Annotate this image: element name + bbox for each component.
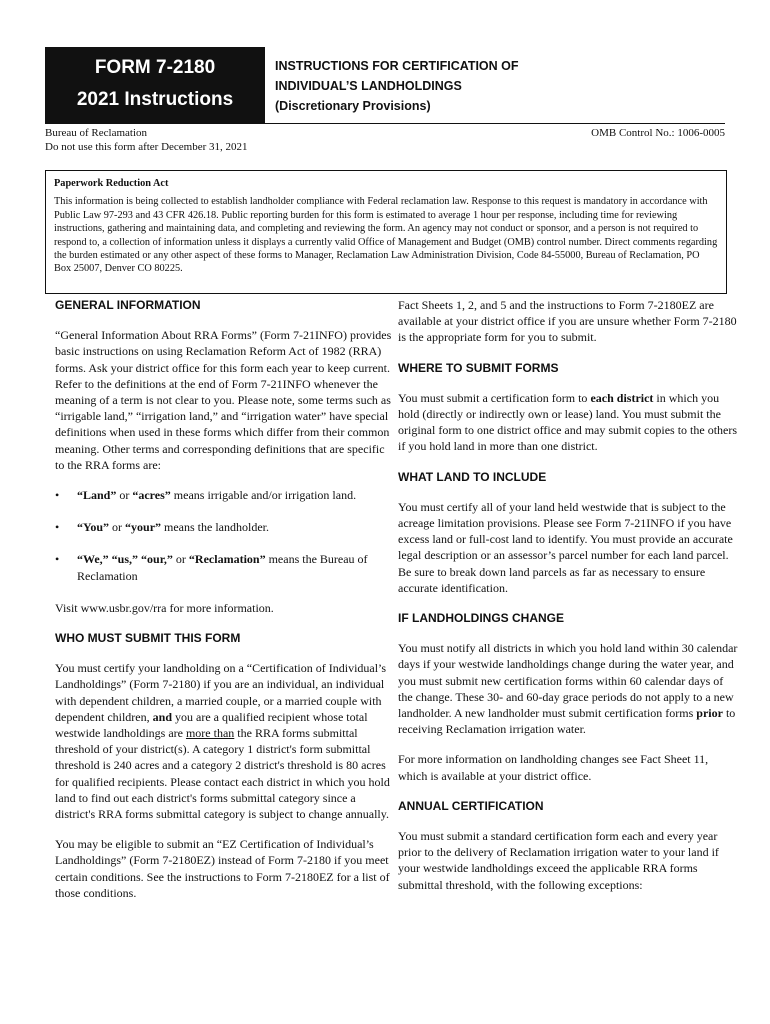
change-more-info: For more information on landholding changes see Fact Sheet 11, which is available at your district office. [398,752,709,783]
bullet-glyph: • [55,552,60,567]
who-must-submit-heading: WHO MUST SUBMIT THIS FORM [55,631,241,646]
bureau-name: Bureau of Reclamation [45,127,148,139]
omb-control-number: OMB Control No.: 1006-0005 [591,127,725,139]
general-information-heading: GENERAL INFORMATION [55,298,201,312]
general-intro: “General Information About RRA Forms” (Form 7-21INFO) provides basic instructions on using Reclamation Reform Act of 1982 (RRA) forms. Ask your district office for this form each year to keep current. Refer to the definitions at the end of Form 7-21INFO whenever the meaning of a term is not clear to you. Please note, some terms such as “irrigable land,” “irrigation land,” and “irrigation water” have special definitions when used in these forms which differ from their common meaning. Other terms and corresponding definitions that are specific to the RRA forms are: [55,328,392,472]
bullet-glyph: • [55,488,60,503]
definitions-list [55,487,395,584]
form-number: FORM 7-2180 [94,57,216,78]
title-line-3: (Discretionary Provisions) [275,99,431,113]
where-to-submit-heading: WHERE TO SUBMIT FORMS [398,360,559,375]
change-paragraph: You must notify all districts in which you hold land within 30 calendar days if your westwide landholdings change during the water year, and you must submit new certification forms within 60 calendar days of the change. These 30- and 60-day grace periods do not apply to a new landholder. A new landholder must submit certification forms prior to receiving Reclamation irrigation water. [398,641,738,737]
form-year: 2021 Instructions [76,89,234,110]
visit-website: Visit www.usbr.gov/rra for more information. [55,600,274,615]
fact-sheets-paragraph: Fact Sheets 1, 2, and 5 and the instructions to Form 7-2180EZ are available at your district office if you are unsure whether Form 7-2180 is the appropriate form for you to submit. [398,298,737,345]
right-column [398,297,738,907]
document-title [275,56,725,116]
definition-land: • “Land” or “acres” means irrigable and/or irrigation land. [55,488,357,503]
where-paragraph: You must submit a certification form to each district in which you hold (directly or indirectly own or lease) land. You must submit the original form to one district office and may submit copies to the others if you hold land in more than one district. [398,390,738,454]
left-column [55,297,395,915]
form-expiry: Do not use this form after December 31, 2021 [45,141,248,153]
paperwork-heading: Paperwork Reduction Act [54,178,169,189]
if-landholdings-change-heading: IF LANDHOLDINGS CHANGE [398,611,564,626]
title-line-1: INSTRUCTIONS FOR CERTIFICATION OF [275,59,519,73]
form-number-box [45,47,265,124]
what-land-heading: WHAT LAND TO INCLUDE [398,469,547,484]
paperwork-body: This information is being collected to establish landholder compliance with Federal reclamation law. Response to this request is mandatory in accordance with Public Law 97-293 and 43 CFR 426.18. Public reporting burden for this form is estimated to average 1 hour per response, including time for reviewing instructions, gathering and maintaining data, and completing and reviewing the form. An agency may not conduct or sponsor, and a person is not required to respond to, a collection of information unless it displays a currently valid Office of Management and Budget (OMB) control number. Direct comments regarding the burden estimated or any other aspect of these forms to Manager, Reclamation Law Administration Division, Code 84-55000, Bureau of Reclamation, PO Box 25007, Denver CO 80225. [54,196,718,275]
definition-reclamation: • “We,” “us,” “our,” or “Reclamation” means the Bureau of Reclamation [55,552,368,583]
who-paragraph-2: You may be eligible to submit an “EZ Certification of Individual’s Landholdings” (Form 7-2180EZ) instead of Form 7-2180 if you meet certain conditions. See the instructions to Form 7-2180EZ for a list of those conditions. [55,837,390,900]
definition-you: • “You” or “your” means the landholder. [55,520,269,535]
paperwork-reduction-box [45,170,727,294]
annual-paragraph: You must submit a standard certification form each and every year prior to the delivery of Reclamation irrigation water to your land if your westwide landholdings exceed the applicable RRA forms submittal threshold, with the following exceptions: [398,829,719,892]
what-land-paragraph: You must certify all of your land held westwide that is subject to the acreage limitation provisions. Please see Form 7-21INFO if you have excess land or full-cost land to identify. You must provide an accurate legal description or an assessor’s parcel number for each land parcel. Be sure to break down land parcels as far as necessary to ensure accurate identification. [398,499,733,595]
annual-certification-heading: ANNUAL CERTIFICATION [398,798,544,813]
bullet-glyph: • [55,520,60,535]
header-rule [265,123,725,124]
meta-left [45,126,248,154]
title-line-2: INDIVIDUAL’S LANDHOLDINGS [275,79,462,93]
who-paragraph-1: You must certify your landholding on a “Certification of Individual’s Landholdings” (Form 7-2180) if you are an individual, an individual with dependent children, a married couple, or a married couple with dependent children, and you are a qualified recipient whose total westwide landholdings are more than the RRA forms submittal threshold of your district(s). A category 1 district's form submittal threshold is 240 acres and a category 2 district's threshold is 80 acres for qualified recipients. Please contact each district in which you hold land to find out each district's forms submittal category since a district's RRA forms submittal category is subject to change annually. [55,661,390,822]
